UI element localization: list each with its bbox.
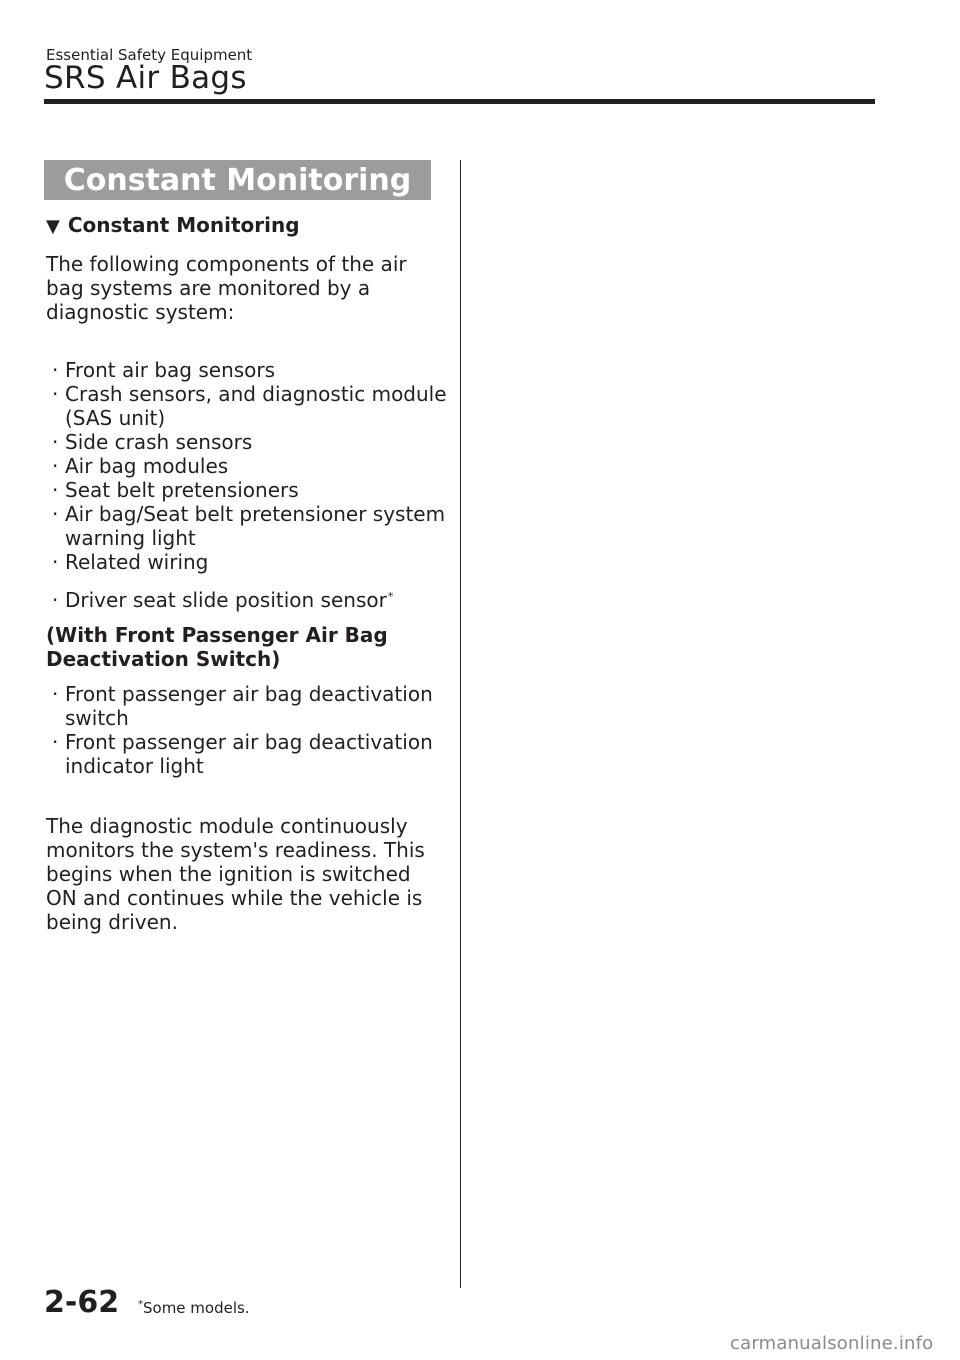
page-number: 2-62 (44, 1285, 120, 1320)
list-item: · Front air bag sensors (46, 358, 456, 382)
chapter-title: SRS Air Bags (44, 60, 247, 96)
watermark: carmanualsonline.info (730, 1333, 934, 1354)
optional-components-list (46, 588, 456, 612)
footnote (138, 1299, 250, 1317)
subheading-text: Constant Monitoring (67, 213, 300, 237)
list-item: · Front passenger air bag deactivation indicator light (46, 730, 456, 778)
monitored-components-list (46, 358, 456, 574)
list-item (46, 588, 456, 612)
list-item: · Side crash sensors (46, 430, 456, 454)
list-item: · Seat belt pretensioners (46, 478, 456, 502)
header-rule (44, 99, 875, 104)
list-item: · Crash sensors, and diagnostic module (SAS unit) (46, 382, 456, 430)
section-banner (44, 160, 431, 200)
passenger-heading: (With Front Passenger Air Bag Deactivation Switch) (46, 623, 388, 671)
triangle-down-icon: ▼ (46, 216, 60, 237)
section-label: Essential Safety Equipment (46, 46, 253, 64)
list-item: · Air bag/Seat belt pretensioner system warning light (46, 502, 456, 550)
closing-paragraph: The diagnostic module continuously monitors the system's readiness. This begins when the ignition is switched ON and continues while the vehicle is being driven. (46, 814, 425, 934)
footnote-text: Some models. (143, 1299, 250, 1317)
column-divider (460, 160, 461, 1288)
list-item: · Air bag modules (46, 454, 456, 478)
list-item: · Front passenger air bag deactivation switch (46, 682, 456, 730)
subheading (46, 213, 300, 237)
footnote-star: * (138, 1299, 143, 1310)
intro-paragraph: The following components of the air bag systems are monitored by a diagnostic system: (46, 252, 407, 324)
passenger-components-list (46, 682, 456, 778)
list-item-text: Driver seat slide position sensor (65, 588, 387, 612)
list-item: · Related wiring (46, 550, 456, 574)
banner-title: Constant Monitoring (63, 162, 412, 198)
footnote-mark: * (387, 590, 394, 603)
